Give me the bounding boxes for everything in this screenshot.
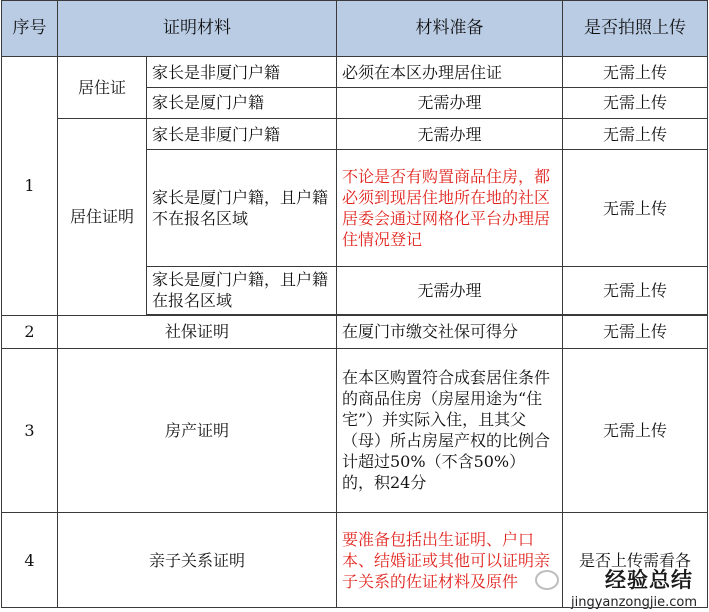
requirements-table: [1, 0, 708, 608]
prep-cell: 无需办理: [337, 267, 563, 314]
prep-cell: 无需办理: [337, 87, 563, 118]
upload-cell: 无需上传: [563, 348, 708, 512]
table-row: [2, 513, 708, 608]
upload-cell: 无需上传: [563, 87, 708, 118]
material-cell: 家长是厦门户籍，且户籍不在报名区域: [147, 150, 337, 267]
material-cell: 家长是非厦门户籍: [147, 118, 337, 149]
row-number: 3: [2, 348, 58, 512]
watermark-url: jingyanzongjie.com: [570, 595, 697, 610]
upload-cell: 无需上传: [563, 150, 708, 267]
header-prep: 材料准备: [337, 1, 563, 57]
material-cell: 亲子关系证明: [58, 513, 337, 608]
prep-cell: 在厦门市缴交社保可得分: [337, 315, 563, 348]
table-row: [2, 118, 708, 149]
header-row: [2, 1, 708, 57]
prep-cell: 在本区购置符合成套居住条件的商品住房（房屋用途为“住宅”）并实际入住，且其父（母）所占房屋产权的比例合计超过50%（不含50%）的，积24分: [337, 348, 563, 512]
upload-cell: 无需上传: [563, 315, 708, 348]
row-number: 1: [2, 57, 58, 315]
row-number: 2: [2, 315, 58, 348]
header-upload: 是否拍照上传: [563, 1, 708, 57]
upload-cell: 是否上传需看各: [563, 513, 708, 608]
table-row: [2, 57, 708, 87]
prep-cell-highlight: 不论是否有购置商品住房，都必须到现居住地所在地的社区居委会通过网格化平台办理居住情况登记: [337, 150, 563, 267]
upload-cell: 无需上传: [563, 57, 708, 87]
material-cell: 社保证明: [58, 315, 337, 348]
material-cell: 家长是非厦门户籍: [147, 57, 337, 87]
material-cell: 房产证明: [58, 348, 337, 512]
material-cell: 家长是厦门户籍: [147, 87, 337, 118]
watermark-title: 经验总结: [605, 568, 693, 592]
table-row: [2, 348, 708, 512]
category-label: 居住证: [58, 57, 147, 118]
header-seq: 序号: [2, 1, 58, 57]
upload-cell: 无需上传: [563, 118, 708, 149]
upload-cell: 无需上传: [563, 267, 708, 314]
header-material: 证明材料: [58, 1, 337, 57]
category-label: 居住证明: [58, 118, 147, 315]
row-number: 4: [2, 513, 58, 608]
material-cell: 家长是厦门户籍，且户籍在报名区域: [147, 267, 337, 314]
prep-cell: 无需办理: [337, 118, 563, 149]
prep-cell: 必须在本区办理居住证: [337, 57, 563, 87]
table-row: [2, 315, 708, 348]
prep-cell-highlight: 要准备包括出生证明、户口本、结婚证或其他可以证明亲子关系的佐证材料及原件: [337, 513, 563, 608]
